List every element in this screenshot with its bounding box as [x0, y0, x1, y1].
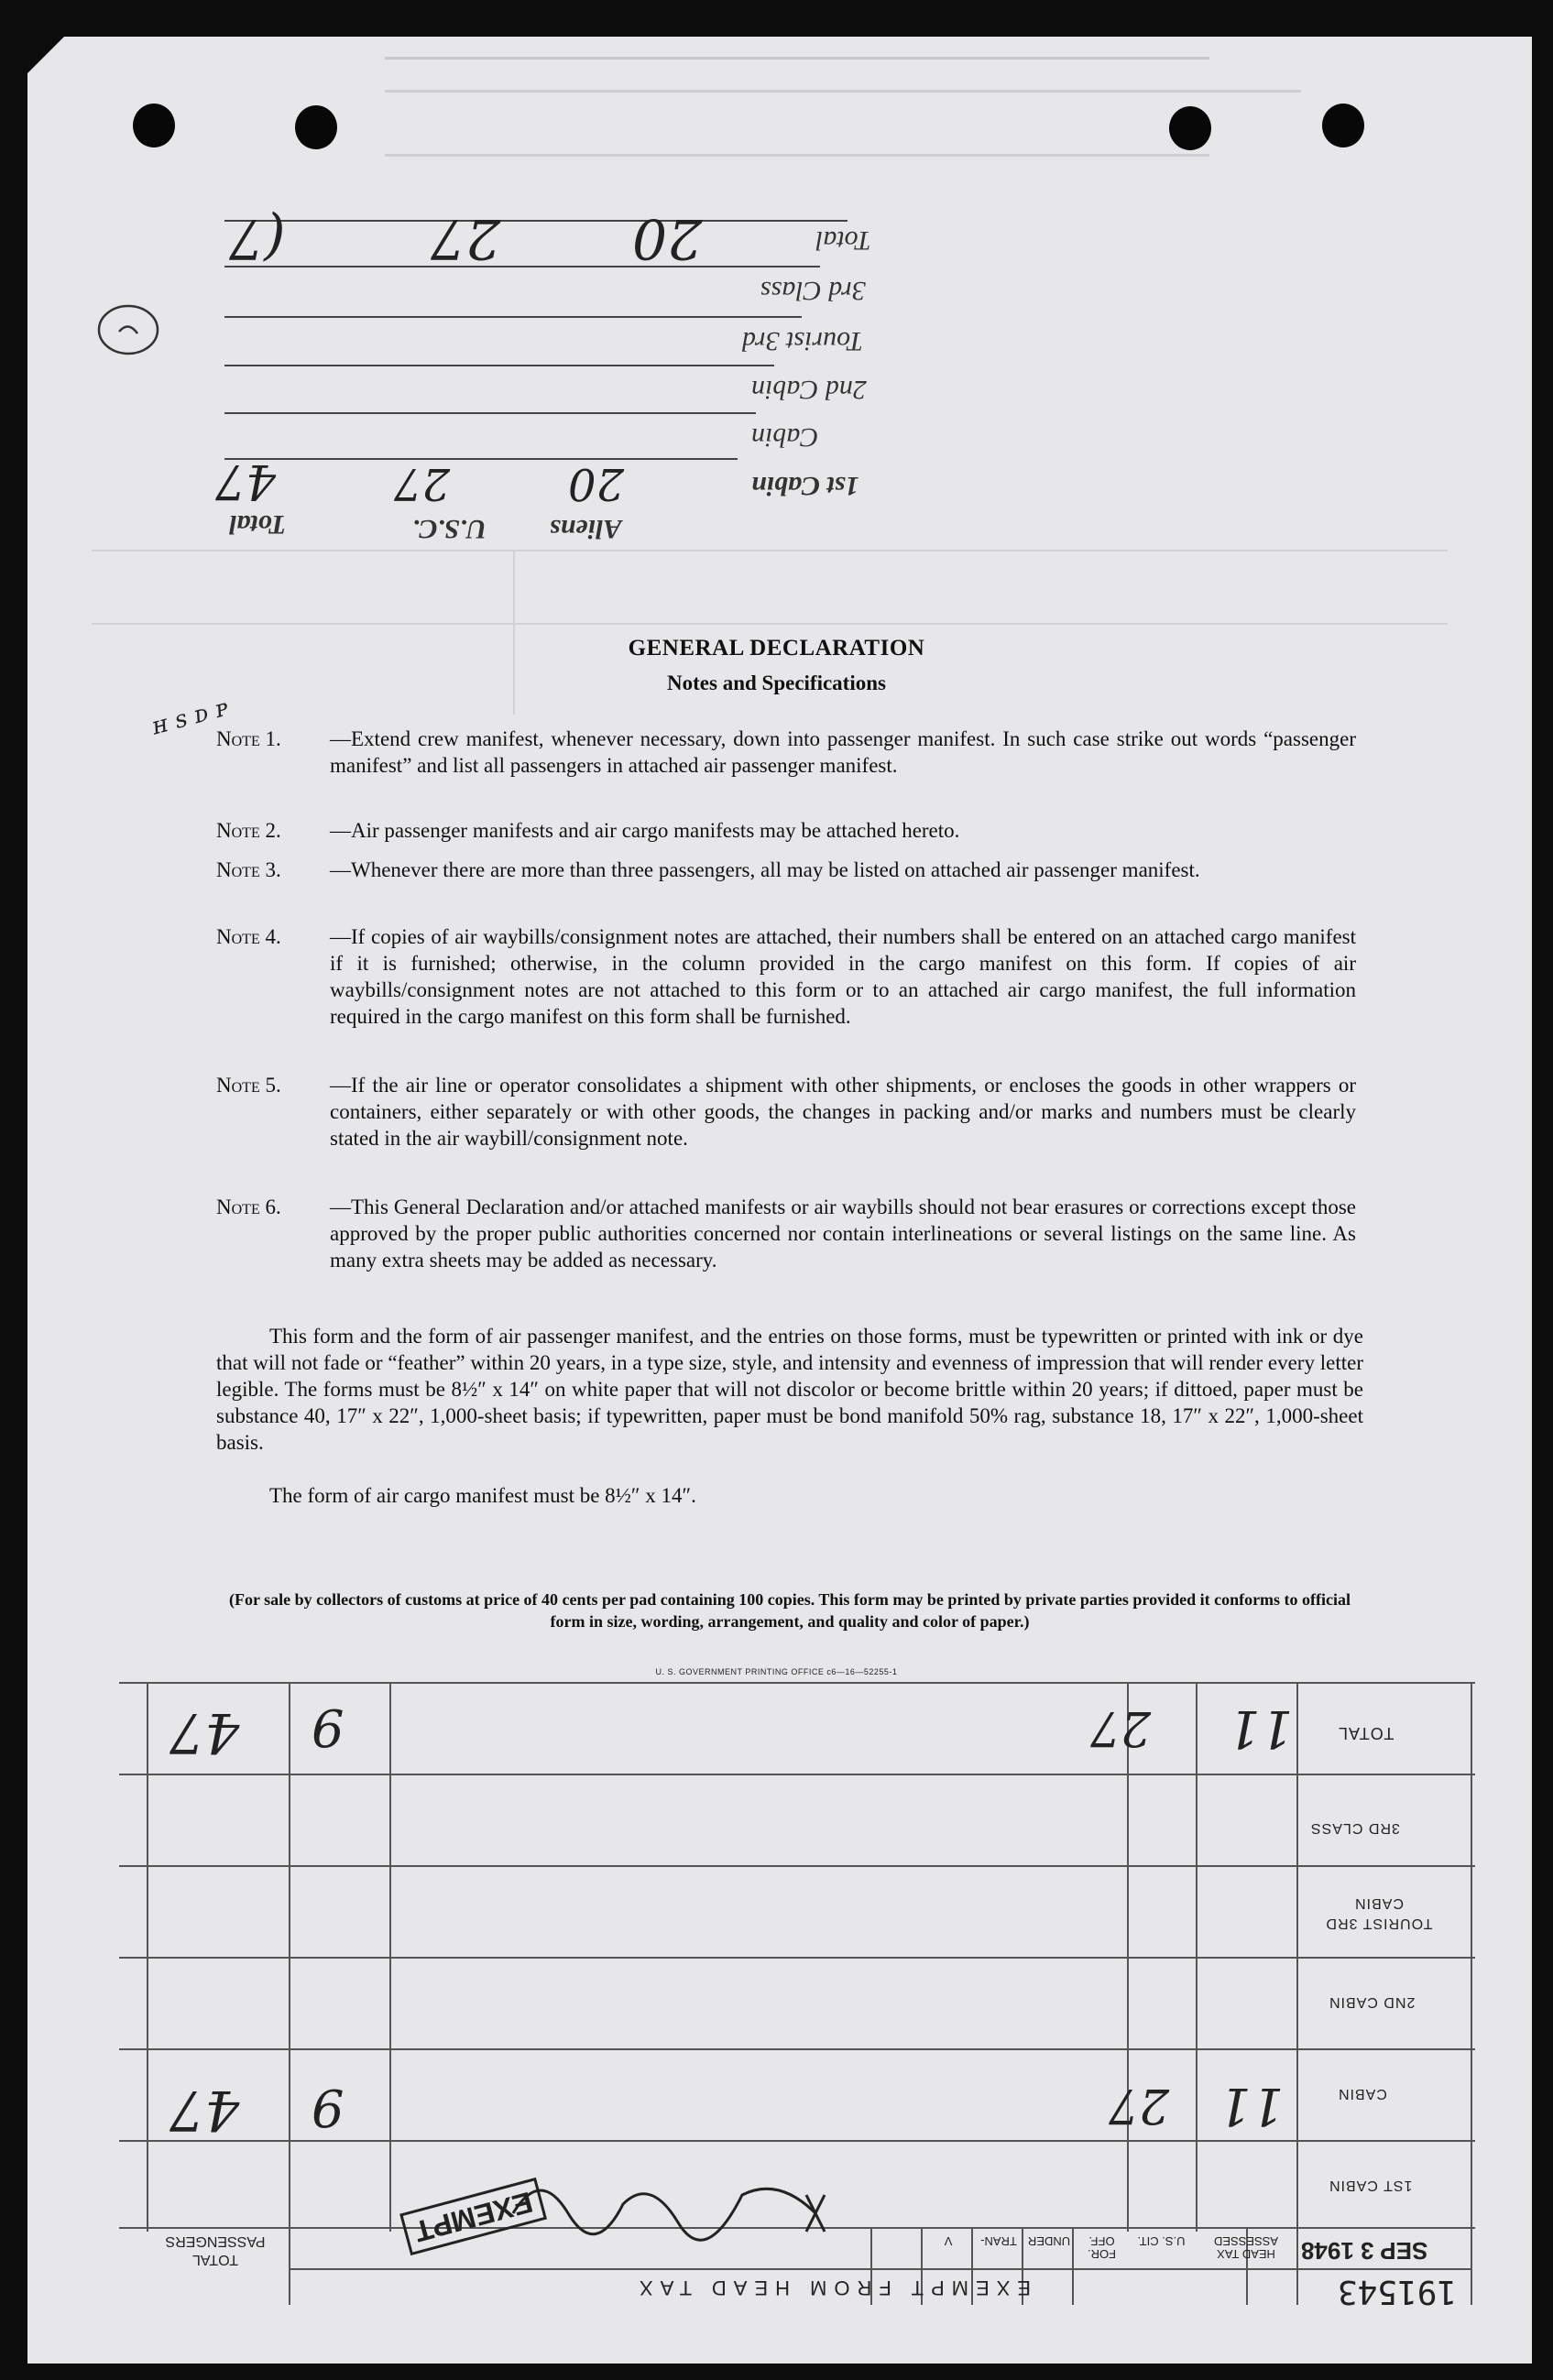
row-label-total: TOTAL: [1338, 1724, 1394, 1742]
note-label: Note 2.: [216, 819, 281, 842]
note-1: [216, 726, 1363, 779]
note-text: —Whenever there are more than three passengers, all may be listed on attached air passenger manifest.: [330, 858, 1200, 881]
grid-line: [119, 2048, 1475, 2050]
punch-hole: [1169, 106, 1211, 150]
row-label-2nd-cabin: 2ND CABIN: [1329, 1994, 1416, 2010]
circled-mark: [92, 293, 165, 366]
col-for-off: FOR. OFF.: [1087, 2234, 1117, 2261]
passenger-count-grid: [119, 1682, 1475, 2310]
grid-line: [389, 1682, 391, 2232]
grid-line: [1196, 1682, 1198, 2232]
col-total-passengers: TOTAL PASSENGERS: [165, 2233, 266, 2267]
row-label-3rd-class: 3RD CLASS: [1310, 1820, 1400, 1836]
ruled-line: [224, 458, 738, 460]
col-header-aliens: Aliens: [550, 514, 622, 544]
grid-line: [1127, 1682, 1129, 2232]
note-2: [216, 817, 1363, 844]
row-total-label: Total: [815, 225, 871, 256]
cargo-form-size: The form of air cargo manifest must be 8½″ x 14″.: [269, 1484, 696, 1507]
note-text: —If copies of air waybills/consignment notes are attached, their numbers shall be entered on an attached cargo manifest if it is furnished; otherwise, in the column provided in the cargo manifest on this form. If copies of air waybills/consignment notes are not attached to this form or to an attached air cargo manifest, the full information required in the cargo manifest on this form shall be furnished.: [330, 925, 1356, 1028]
bleed-through-line: [92, 550, 1448, 551]
grid-line: [289, 1682, 290, 2305]
grid-line: [119, 1774, 1475, 1775]
handwritten-total: (7: [229, 206, 286, 270]
grid-line: [289, 2268, 1471, 2270]
exempt-head-tax-stamp: EXEMPT FROM HEAD TAX: [632, 2276, 1032, 2299]
first-cabin-aliens: 20: [568, 458, 625, 509]
row-3rd-class: 3rd Class: [760, 276, 866, 306]
note-6: [216, 1194, 1363, 1273]
note-text: —Air passenger manifests and air cargo manifests may be attached hereto.: [330, 819, 960, 842]
sale-note: (For sale by collectors of customs at price of 40 cents per pad containing 100 copies. This form may be printed by private parties provided it conforms to official form in size, wording, arrangement, and quality and color of paper.): [228, 1590, 1351, 1631]
punch-hole: [1322, 104, 1364, 147]
grid-line: [1296, 1682, 1298, 2305]
note-3: [216, 857, 1363, 883]
first-cabin-head-tax: 11: [1219, 2076, 1285, 2135]
grid-line: [147, 1682, 148, 2232]
grid-line: [119, 1865, 1475, 1867]
first-cabin-us-cit: 27: [1109, 2078, 1170, 2133]
note-text: —This General Declaration and/or attached manifests or air waybills should not bear erasures or corrections except those approved by the proper public authorities concerned nor contain interlineations or several listings on the same line. As many extra sheets may be added as necessary.: [330, 1195, 1356, 1272]
col-header-total: Total: [229, 509, 287, 540]
handwritten-scribble: ʜ s ᴅ ᴘ: [148, 693, 232, 741]
row-label-tourist: TOURIST 3RD CABIN: [1325, 1895, 1433, 1931]
grid-line: [1072, 2227, 1074, 2305]
punch-hole: [133, 104, 175, 147]
note-label: Note 3.: [216, 858, 281, 881]
note-label: Note 5.: [216, 1074, 281, 1097]
gpo-imprint: U. S. GOVERNMENT PRINTING OFFICE c6—16—52255-1: [655, 1667, 898, 1676]
note-label: Note 6.: [216, 1195, 281, 1218]
col-header-usc: U.S.C.: [412, 514, 487, 544]
note-label: Note 1.: [216, 727, 281, 750]
row-2nd-cabin: 2nd Cabin: [751, 375, 867, 405]
first-cabin-other: 6: [312, 2080, 345, 2140]
first-cabin-total-count: 47: [170, 2078, 240, 2142]
ruled-line: [224, 412, 756, 414]
total-row-us-cit: 27: [1090, 1700, 1152, 1755]
ruled-line: [224, 220, 848, 222]
col-head-tax: HEAD TAX ASSESSED: [1213, 2234, 1279, 2261]
row-label-cabin: CABIN: [1338, 2086, 1387, 2102]
note-4: [216, 923, 1363, 1030]
grid-line: [1471, 1682, 1472, 2305]
bleed-through-line: [92, 623, 1448, 625]
col-v: V: [944, 2234, 953, 2248]
note-text: —If the air line or operator consolidates a shipment with other shipments, or encloses the goods in other wrappers or containers, either separately or with other goods, the changes in packing and/or marks and numbers must be clearly stated in the air waybill/consignment note.: [330, 1074, 1356, 1150]
declaration-title: GENERAL DECLARATION: [628, 636, 925, 661]
bleed-through-line: [385, 57, 1209, 60]
grid-line: [119, 2140, 1475, 2142]
ruled-line: [224, 316, 802, 318]
ruled-line: [224, 266, 820, 267]
date-stamp: SEP 3 1948: [1301, 2237, 1428, 2265]
note-text: —Extend crew manifest, whenever necessary, down into passenger manifest. In such case strike out words “passenger manifest” and list all passengers in attached air passenger manifest.: [330, 727, 1356, 777]
handwritten-aliens: 20: [632, 206, 703, 270]
col-under: UNDER: [1027, 2234, 1071, 2248]
signature: [504, 2158, 834, 2250]
first-cabin-total: 47: [215, 453, 277, 508]
row-label-1st-cabin: 1ST CABIN: [1329, 2178, 1413, 2193]
bleed-through-line: [385, 90, 1301, 93]
row-tourist-3rd: Tourist 3rd: [742, 326, 864, 356]
handwritten-usc: 27: [431, 206, 501, 270]
note-5: [216, 1072, 1363, 1152]
row-1st-cabin: 1st Cabin: [751, 471, 859, 501]
form-requirements-paragraph: This form and the form of air passenger manifest, and the entries on those forms, must be typewritten or printed with ink or dye that will not fade or “feather” within 20 years, in a type size, style, and intensity and evenness of impression that will render every letter legible. The forms must be 8½″ x 14″ on white paper that will not discolor or become brittle within 20 years; if dittoed, paper must be substance 40, 17″ x 22″, 1,000-sheet basis; if typewritten, paper must be bond manifold 50% rag, substance 18, 17″ x 22″, 1,000-sheet basis.: [216, 1325, 1363, 1454]
total-row-head-tax: 11: [1228, 1698, 1294, 1758]
grid-line: [119, 1682, 1475, 1684]
punch-hole: [295, 105, 337, 149]
col-us-cit: U.S. CIT.: [1137, 2234, 1186, 2248]
note-label: Note 4.: [216, 925, 281, 948]
serial-number: 191543: [1338, 2273, 1458, 2310]
exempt-stamp: EXEMPT: [400, 2178, 548, 2255]
bleed-through-line: [385, 154, 1209, 157]
row-cabin: Cabin: [751, 422, 819, 453]
ruled-line: [224, 365, 774, 366]
first-cabin-usc: 27: [394, 458, 451, 509]
grid-line: [119, 1957, 1475, 1959]
total-row-total: 47: [170, 1700, 240, 1764]
col-tran: TRAN-: [980, 2234, 1017, 2248]
declaration-subtitle: Notes and Specifications: [667, 671, 886, 694]
total-row-other: 6: [312, 1700, 345, 1760]
